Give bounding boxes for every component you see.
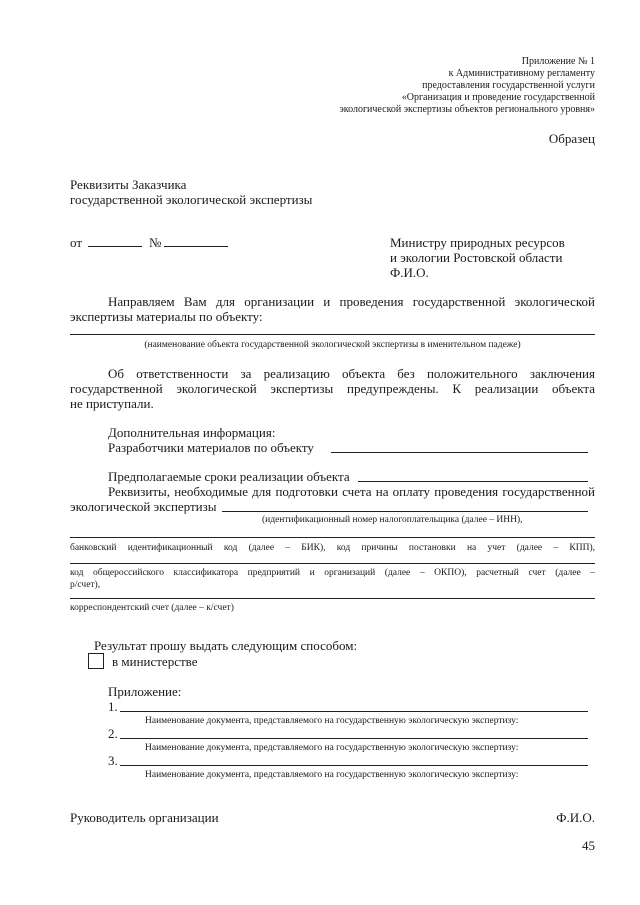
- sample-label: Образец: [548, 131, 595, 146]
- intro-line2: экспертизы материалы по объекту:: [70, 309, 263, 324]
- appendix-service-name-2: экологической экспертизы объектов регионального уровня»: [339, 104, 595, 115]
- attachment-2-number: 2.: [108, 726, 118, 741]
- corr-account-caption: корреспондентский счет (далее – к/счет): [70, 603, 234, 613]
- signature-fio-label: Ф.И.О.: [556, 810, 595, 825]
- attachment-2-caption: Наименование документа, представляемого на государственную экологическую экспертизу:: [145, 743, 519, 753]
- additional-info-label: Дополнительная информация:: [108, 425, 276, 440]
- intro-line1: Направляем Вам для организации и проведения государственной экологической: [108, 294, 595, 309]
- attachment-1-number: 1.: [108, 699, 118, 714]
- delivery-ministry-label: в министерстве: [112, 654, 198, 669]
- page-number: 45: [582, 838, 595, 853]
- attachment-3-caption: Наименование документа, представляемого на государственную экологическую экспертизу:: [145, 770, 519, 780]
- appendix-title: Приложение № 1: [521, 56, 595, 67]
- date-label: от: [70, 235, 83, 250]
- bik-kpp-field[interactable]: [70, 537, 595, 538]
- responsibility-line2: государственной экологической экспертизы предупреждены. К реализации объекта: [70, 381, 595, 396]
- bik-kpp-caption: банковский идентификационный код (далее – БИК), код причины постановки на учет (далее – КПП),: [70, 543, 595, 553]
- recipient-fio: Ф.И.О.: [390, 265, 429, 280]
- attachment-3-number: 3.: [108, 753, 118, 768]
- date-field[interactable]: [88, 246, 142, 247]
- responsibility-line3: не приступали.: [70, 396, 154, 411]
- customer-requisites-line2: государственной экологической экспертизы: [70, 192, 313, 207]
- delivery-title: Результат прошу выдать следующим способом:: [94, 638, 358, 653]
- attachment-3-field[interactable]: [120, 765, 588, 766]
- responsibility-line1: Об ответственности за реализацию объекта без положительного заключения: [108, 366, 595, 381]
- number-label: №: [149, 235, 162, 250]
- attachments-title: Приложение:: [108, 684, 182, 699]
- number-field[interactable]: [164, 246, 228, 247]
- attachment-2-field[interactable]: [120, 738, 588, 739]
- terms-label: Предполагаемые сроки реализации объекта: [108, 469, 350, 484]
- attachment-1-field[interactable]: [120, 711, 588, 712]
- okpo-account-field[interactable]: [70, 563, 595, 564]
- corr-account-field[interactable]: [70, 598, 595, 599]
- object-name-caption: (наименование объекта государственной экологической экспертизы в именительном падеже): [144, 340, 521, 350]
- customer-requisites-line1: Реквизиты Заказчика: [70, 177, 187, 192]
- okpo-caption-line2: р/счет),: [70, 580, 101, 590]
- inn-caption: (идентификационный номер налогоплательщика (далее – ИНН),: [262, 515, 523, 525]
- appendix-service: предоставления государственной услуги: [422, 80, 595, 91]
- appendix-regulation: к Административному регламенту: [448, 68, 595, 79]
- developers-label: Разработчики материалов по объекту: [108, 440, 314, 455]
- requisites-line2: экологической экспертизы: [70, 499, 217, 514]
- organization-head-label: Руководитель организации: [70, 810, 219, 825]
- object-name-field[interactable]: [70, 334, 595, 335]
- appendix-service-name-1: «Организация и проведение государственной: [401, 92, 595, 103]
- inn-field[interactable]: [222, 511, 588, 512]
- okpo-caption-line1: код общероссийского классификатора предприятий и организаций (далее – ОКПО), расчетный счет (далее –: [70, 568, 595, 578]
- recipient-line2: и экологии Ростовской области: [390, 250, 563, 265]
- delivery-ministry-checkbox[interactable]: [88, 653, 104, 669]
- recipient-line1: Министру природных ресурсов: [390, 235, 565, 250]
- terms-field[interactable]: [358, 481, 588, 482]
- attachment-1-caption: Наименование документа, представляемого на государственную экологическую экспертизу:: [145, 716, 519, 726]
- requisites-line1: Реквизиты, необходимые для подготовки счета на оплату проведения государственной: [108, 484, 595, 499]
- developers-field[interactable]: [331, 452, 588, 453]
